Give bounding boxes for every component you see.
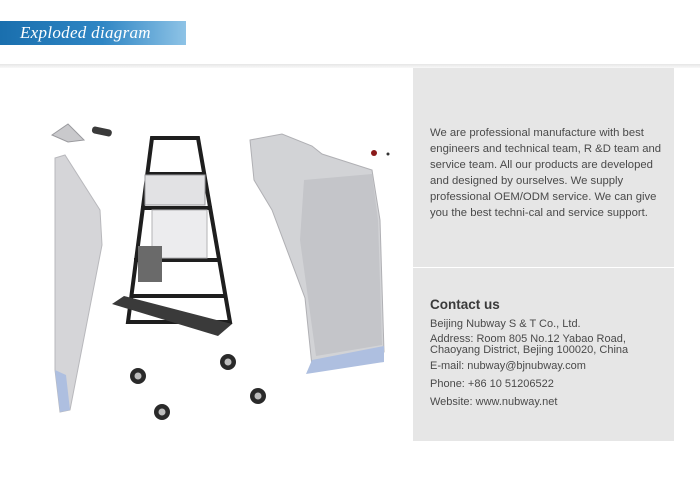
company-description: We are professional manufacture with best engineers and technical team, R &D team and service team. All our products are developed and designed by ourselves. We supply professional OEM/ODM service. We can give you the best techni-cal and service support. [430,127,662,219]
contact-email: E-mail: nubway@bjnubway.com [430,360,586,372]
contact-website: Website: www.nubway.net [430,396,558,408]
panel-divider [413,267,674,268]
page-title: Exploded diagram [20,23,151,42]
info-panel [413,68,674,441]
knob-part [371,150,377,156]
contact-phone: Phone: +86 10 51206522 [430,378,554,390]
exploded-diagram [0,70,412,450]
transformer-block [138,246,162,282]
wheel-set [130,354,266,420]
contact-company: Beijing Nubway S & T Co., Ltd. [430,318,581,330]
contact-address: Address: Room 805 No.12 Yabao Road, Chaoyang District, Bejing 100020, China [430,333,629,356]
exploded-diagram-illustration [0,70,412,450]
screw-part [387,153,390,156]
contact-heading: Contact us [430,297,500,312]
device-module [145,175,205,205]
handle-part [91,126,112,137]
perforated-panel [300,174,382,356]
top-cap-part [52,124,84,142]
